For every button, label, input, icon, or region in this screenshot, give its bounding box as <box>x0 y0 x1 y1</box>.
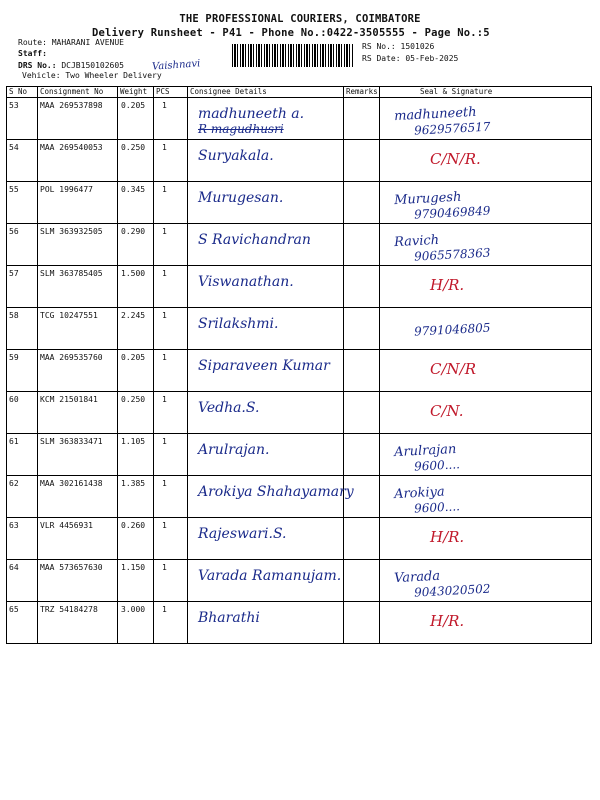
row-pcs: 1 <box>154 560 188 602</box>
row-weight <box>118 140 154 182</box>
row-weight-value: 1.105 <box>121 437 146 446</box>
row-sno: 65 <box>7 602 38 644</box>
row-sno: 57 <box>7 266 38 308</box>
row-consignee-details <box>188 392 344 434</box>
row-consignee-details <box>188 308 344 350</box>
row-sno: 61 <box>7 434 38 476</box>
receiver-phone: 9600.... <box>413 457 461 474</box>
row-pcs: 1 <box>154 350 188 392</box>
row-consignee-details <box>188 224 344 266</box>
row-consignment-no: MAA 269535760 <box>38 350 118 392</box>
row-pcs: 1 <box>154 98 188 140</box>
row-pcs: 1 <box>154 182 188 224</box>
drs-label: DRS No.: <box>18 61 57 70</box>
consignee-name: Suryakala. <box>198 148 274 164</box>
row-weight-value: 3.000 <box>121 605 146 614</box>
staff-label: Staff: <box>18 49 47 58</box>
row-weight <box>118 392 154 434</box>
consignee-name: Murugesan. <box>198 190 284 206</box>
col-header-consignment: Consignment No <box>38 87 118 98</box>
row-weight <box>118 350 154 392</box>
row-weight-value: 0.250 <box>121 143 146 152</box>
runsheet-title: Delivery Runsheet - P41 - Phone No.:0422-3505555 - Page No.:5 <box>92 27 490 39</box>
row-pcs: 1 <box>154 224 188 266</box>
row-seal-signature <box>380 560 592 602</box>
row-consignment-no: TRZ 54184278 <box>38 602 118 644</box>
row-weight <box>118 224 154 266</box>
vehicle-label: Vehicle: <box>22 71 61 80</box>
vehicle-line <box>22 71 162 80</box>
table-row <box>7 98 592 140</box>
consignee-name: Varada Ramanujam. <box>198 568 342 584</box>
row-consignment-no: MAA 573657630 <box>38 560 118 602</box>
row-seal-signature <box>380 350 592 392</box>
row-weight <box>118 434 154 476</box>
col-header-consignee: Consignee Details <box>188 87 344 98</box>
row-consignment-no: POL 1996477 <box>38 182 118 224</box>
row-consignee-details <box>188 350 344 392</box>
col-header-weight: Weight <box>118 87 154 98</box>
consignee-name-struck: R magudhusri <box>198 122 284 136</box>
row-consignee-details <box>188 476 354 518</box>
row-seal-signature <box>380 266 592 308</box>
row-sno: 56 <box>7 224 38 266</box>
row-remarks <box>344 392 380 434</box>
col-header-pcs: PCS <box>154 87 188 98</box>
row-consignment-no: VLR 4456931 <box>38 518 118 560</box>
col-header-sno: S No <box>7 87 38 98</box>
row-remarks <box>344 140 380 182</box>
remark-stamp: C/N. <box>430 402 464 420</box>
row-pcs: 1 <box>154 518 188 560</box>
receiver-signature: Arokiya <box>393 484 446 503</box>
row-pcs: 1 <box>154 140 188 182</box>
remark-stamp: H/R. <box>430 612 465 630</box>
row-sno: 54 <box>7 140 38 182</box>
row-weight <box>118 602 154 644</box>
row-pcs: 1 <box>154 392 188 434</box>
remark-stamp: C/N/R. <box>430 150 481 168</box>
receiver-signature: Arulrajan <box>393 441 457 461</box>
table-row <box>7 182 592 224</box>
row-consignee-details <box>188 98 344 140</box>
route-label: Route: <box>18 38 47 47</box>
route-line <box>18 38 124 47</box>
drs-line <box>18 61 124 70</box>
row-weight-value: 1.150 <box>121 563 146 572</box>
table-header-row <box>7 87 592 98</box>
row-weight <box>118 476 154 518</box>
rs-date-label: RS Date: <box>362 54 401 63</box>
table-row <box>7 518 592 560</box>
row-seal-signature <box>380 98 592 140</box>
row-consignee-details <box>188 518 344 560</box>
row-sno: 59 <box>7 350 38 392</box>
row-remarks <box>344 518 380 560</box>
consignee-name: S Ravichandran <box>198 232 311 248</box>
row-consignee-details <box>188 140 344 182</box>
row-pcs: 1 <box>154 308 188 350</box>
row-weight-value: 0.290 <box>121 227 146 236</box>
receiver-signature: madhuneeth <box>393 104 477 125</box>
row-weight-value: 0.260 <box>121 521 146 530</box>
remark-stamp: C/N/R <box>430 360 477 378</box>
table-row <box>7 476 592 518</box>
row-seal-signature <box>380 140 592 182</box>
table-row <box>7 266 592 308</box>
receiver-phone: 9065578363 <box>413 245 491 264</box>
row-remarks <box>344 224 380 266</box>
row-consignee-details <box>188 560 344 602</box>
table-row <box>7 434 592 476</box>
row-weight-value: 0.205 <box>121 353 146 362</box>
row-seal-signature <box>380 224 592 266</box>
row-remarks <box>344 560 380 602</box>
table-row <box>7 350 592 392</box>
route-value: MAHARANI AVENUE <box>51 38 124 47</box>
receiver-signature: Varada <box>393 568 441 587</box>
row-consignment-no: KCM 21501841 <box>38 392 118 434</box>
receiver-signature: Murugesh <box>393 189 462 209</box>
row-sno: 63 <box>7 518 38 560</box>
row-seal-signature <box>380 392 592 434</box>
consignee-name: Arulrajan. <box>198 442 270 458</box>
receiver-phone: 9629576517 <box>413 119 491 138</box>
table-row <box>7 560 592 602</box>
receiver-signature: Ravich <box>393 232 440 251</box>
row-remarks <box>344 308 380 350</box>
company-title: THE PROFESSIONAL COURIERS, COIMBATORE <box>179 13 421 25</box>
consignee-name: Vedha.S. <box>198 400 260 416</box>
row-weight <box>118 182 154 224</box>
table-row <box>7 140 592 182</box>
receiver-phone: 9043020502 <box>413 581 491 600</box>
row-consignee-details <box>188 182 344 224</box>
row-sno: 60 <box>7 392 38 434</box>
row-remarks <box>344 266 380 308</box>
row-seal-signature <box>380 308 592 350</box>
drs-value: DCJB150102605 <box>61 61 124 70</box>
row-sno: 53 <box>7 98 38 140</box>
rs-no-label: RS No.: <box>362 42 396 51</box>
row-remarks <box>344 602 380 644</box>
consignee-name: Rajeswari.S. <box>198 526 287 542</box>
row-sno: 64 <box>7 560 38 602</box>
row-weight <box>118 560 154 602</box>
row-consignee-details <box>188 602 344 644</box>
receiver-phone: 9600.... <box>413 499 461 516</box>
row-weight-value: 0.205 <box>121 101 146 110</box>
row-weight-value: 0.250 <box>121 395 146 404</box>
row-weight <box>118 518 154 560</box>
row-consignment-no: SLM 363785405 <box>38 266 118 308</box>
row-consignment-no: SLM 363833471 <box>38 434 118 476</box>
remark-stamp: H/R. <box>430 528 465 546</box>
row-seal-signature <box>380 602 592 644</box>
row-weight <box>118 98 154 140</box>
row-remarks <box>344 182 380 224</box>
row-weight <box>118 266 154 308</box>
row-weight <box>118 308 154 350</box>
row-pcs: 1 <box>154 476 188 518</box>
row-remarks <box>344 350 380 392</box>
row-consignment-no: MAA 269537898 <box>38 98 118 140</box>
row-remarks <box>344 434 380 476</box>
receiver-phone: 9791046805 <box>413 320 491 339</box>
staff-line <box>18 49 47 58</box>
row-seal-signature <box>380 182 592 224</box>
consignee-name: Viswanathan. <box>198 274 294 290</box>
table-row <box>7 602 592 644</box>
row-seal-signature <box>380 476 592 518</box>
table-row <box>7 392 592 434</box>
consignee-name: Srilakshmi. <box>198 316 279 332</box>
row-weight-value: 0.345 <box>121 185 146 194</box>
barcode-image <box>232 44 354 67</box>
row-weight-value: 1.385 <box>121 479 146 488</box>
rs-date-line <box>362 54 458 63</box>
consignee-name: Siparaveen Kumar <box>198 358 330 374</box>
col-header-seal: Seal & Signature <box>380 87 592 98</box>
row-sno: 55 <box>7 182 38 224</box>
table-row <box>7 308 592 350</box>
rs-no-value: 1501026 <box>400 42 435 51</box>
rs-date-value: 05-Feb-2025 <box>405 54 459 63</box>
row-consignment-no: MAA 302161438 <box>38 476 118 518</box>
vehicle-value: Two Wheeler Delivery <box>65 71 162 80</box>
row-pcs: 1 <box>154 266 188 308</box>
row-seal-signature <box>380 518 592 560</box>
row-remarks <box>344 98 380 140</box>
row-seal-signature <box>380 434 592 476</box>
row-consignee-details <box>188 266 344 308</box>
col-header-remarks: Remarks <box>344 87 380 98</box>
drs-handwritten-signature: Vaishnavi <box>151 58 201 73</box>
rs-no-line <box>362 42 434 51</box>
consignee-name: Bharathi <box>198 610 260 626</box>
row-weight-value: 1.500 <box>121 269 146 278</box>
consignee-name: madhuneeth a. <box>198 106 305 122</box>
row-weight-value: 2.245 <box>121 311 146 320</box>
row-pcs: 1 <box>154 602 188 644</box>
row-consignee-details <box>188 434 344 476</box>
table-row <box>7 224 592 266</box>
row-consignment-no: TCG 10247551 <box>38 308 118 350</box>
runsheet-table <box>6 86 592 644</box>
row-sno: 62 <box>7 476 38 518</box>
row-pcs: 1 <box>154 434 188 476</box>
row-consignment-no: MAA 269540053 <box>38 140 118 182</box>
row-sno: 58 <box>7 308 38 350</box>
receiver-phone: 9790469849 <box>413 203 491 222</box>
remark-stamp: H/R. <box>430 276 465 294</box>
row-consignment-no: SLM 363932505 <box>38 224 118 266</box>
consignee-name: Arokiya Shahayamary <box>198 484 354 500</box>
